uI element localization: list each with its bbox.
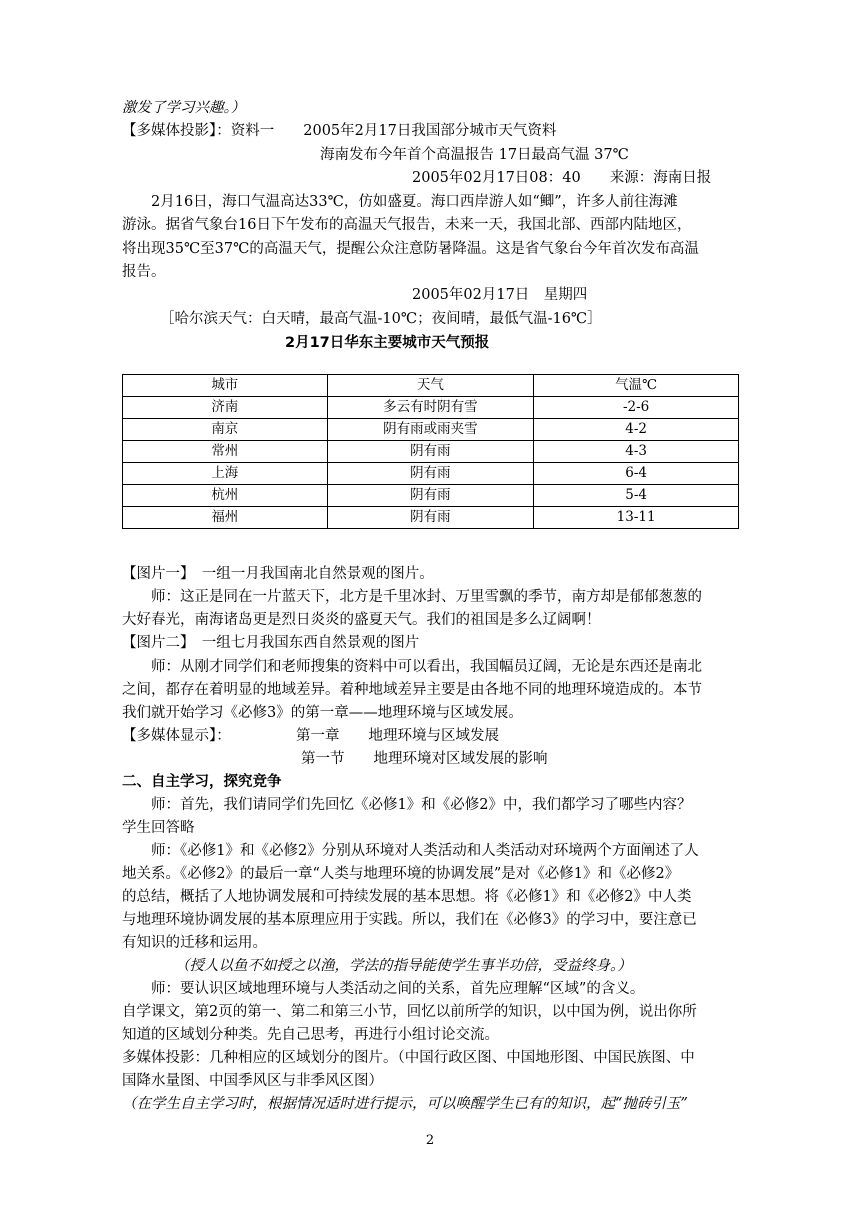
news-headline: 海南发布今年首个高温报告 17日最高气温 37℃ [320,147,629,163]
table-cell: 杭州 [123,485,328,507]
page-number: 2 [425,1133,435,1148]
table-title: 2月17日华东主要城市天气预报 [285,335,490,351]
table-row [123,507,739,529]
table-header-row [123,375,739,397]
section-heading: 第一节 地理环境对区域发展的影响 [301,751,548,767]
picture-one-heading: 【图片一】 一组一月我国南北自然景观的图片。 [122,566,434,582]
table-row [123,485,739,507]
self-study-line: 知道的区域划分种类。先自己思考，再进行小组讨论交流。 [122,1027,499,1043]
table-cell: 阴有雨或雨夹雪 [327,419,534,441]
table-cell: 福州 [123,507,328,529]
table-cell: 6-4 [534,463,739,485]
multimedia-projection-line: 国降水量图、中国季风区与非季风区图） [122,1073,383,1089]
teaching-note: （在学生自主学习时，根据情况适时进行提示，可以唤醒学生已有的知识，起“抛砖引玉” [122,1096,688,1112]
news-paragraph-line: 报告。 [122,264,166,280]
news-paragraph-line: 2月16日，海口气温高达33℃，仿如盛夏。海口西岸游人如“鲫”，许多人前往海滩 [151,194,678,210]
teaching-note: （授人以鱼不如授之以渔，学法的指导能使学生事半功倍，受益终身。） [175,958,632,974]
picture-two-heading: 【图片二】 一组七月我国东西自然景观的图片 [122,635,420,651]
harbin-weather: ［哈尔滨天气：白天晴，最高气温-10℃；夜间晴，最低气温-16℃］ [160,311,602,327]
table-header: 天气 [327,375,534,397]
table-header: 气温℃ [534,375,739,397]
student-answer: 学生回答略 [122,820,195,836]
teacher-paragraph-line: 的总结，概括了人地协调发展和可持续发展的基本思想。将《必修1》和《必修2》中人类 [122,889,692,905]
weather-table [122,374,739,529]
table-row [123,463,739,485]
teacher-paragraph-line: 与地理环境协调发展的基本原理应用于实践。所以，我们在《必修3》的学习中，要注意已 [122,912,697,928]
teacher-question: 师：首先，我们请同学们先回忆《必修1》和《必修2》中，我们都学习了哪些内容？ [151,797,692,813]
part-two-heading: 二、自主学习，探究竞争 [122,774,282,790]
teacher-paragraph-line: 师：《必修1》和《必修2》分别从环境对人类活动和人类活动对环境两个方面阐述了人 [151,843,699,859]
teacher-paragraph-line: 地关系。《必修2》的最后一章“人类与地理环境的协调发展”是对《必修1》和《必修2》 [122,866,680,882]
table-cell: 阴有雨 [327,441,534,463]
multimedia-projection-line: 多媒体投影：几种相应的区域划分的图片。（中国行政区图、中国地形图、中国民族图、中 [122,1050,695,1066]
teacher-paragraph-line: 大好春光，南海诸岛更是烈日炎炎的盛夏天气。我们的祖国是多么辽阔啊！ [122,612,601,628]
table-cell: 4-3 [534,441,739,463]
news-paragraph-line: 游泳。据省气象台16日下午发布的高温天气报告，未来一天，我国北部、西部内陆地区， [122,217,692,233]
table-row [123,397,739,419]
table-row [123,419,739,441]
table-cell: -2-6 [534,397,739,419]
multimedia-projection-heading: 【多媒体投影】：资料一 2005年2月17日我国部分城市天气资料 [122,123,557,139]
table-cell: 阴有雨 [327,463,534,485]
table-cell: 常州 [123,441,328,463]
table-cell: 上海 [123,463,328,485]
table-cell: 阴有雨 [327,507,534,529]
teacher-paragraph-line: 我们就开始学习《必修3》的第一章——地理环境与区域发展。 [122,705,523,721]
table-cell: 5-4 [534,485,739,507]
table-cell: 南京 [123,419,328,441]
teacher-paragraph-line: 有知识的迁移和运用。 [122,935,267,951]
teacher-paragraph-line: 师：要认识区域地理环境与人类活动之间的关系，首先应理解“区域”的含义。 [151,981,645,997]
table-cell: 阴有雨 [327,485,534,507]
table-cell: 济南 [123,397,328,419]
table-cell: 4-2 [534,419,739,441]
teacher-paragraph-line: 师：从刚才同学们和老师搜集的资料中可以看出，我国幅员辽阔，无论是东西还是南北 [151,659,702,675]
table-cell: 13-11 [534,507,739,529]
weather-date: 2005年02月17日 星期四 [412,287,588,303]
intro-note: 激发了学习兴趣。） [122,100,246,116]
teacher-paragraph-line: 之间，都存在着明显的地域差异。着种地域差异主要是由各地不同的地理环境造成的。本节 [122,682,702,698]
table-cell: 多云有时阴有雪 [327,397,534,419]
teacher-paragraph-line: 师：这正是同在一片蓝天下，北方是千里冰封、万里雪飘的季节，南方却是郁郁葱葱的 [151,589,702,605]
table-header: 城市 [123,375,328,397]
news-dateline: 2005年02月17日08：40 来源：海南日报 [412,170,712,186]
table-row [123,441,739,463]
multimedia-display-chapter: 【多媒体显示】： 第一章 地理环境与区域发展 [122,728,499,744]
self-study-line: 自学课文，第2页的第一、第二和第三小节，回忆以前所学的知识，以中国为例，说出你所 [122,1004,697,1020]
news-paragraph-line: 将出现35℃至37℃的高温天气，提醒公众注意防暑降温。这是省气象台今年首次发布高温 [122,241,699,257]
